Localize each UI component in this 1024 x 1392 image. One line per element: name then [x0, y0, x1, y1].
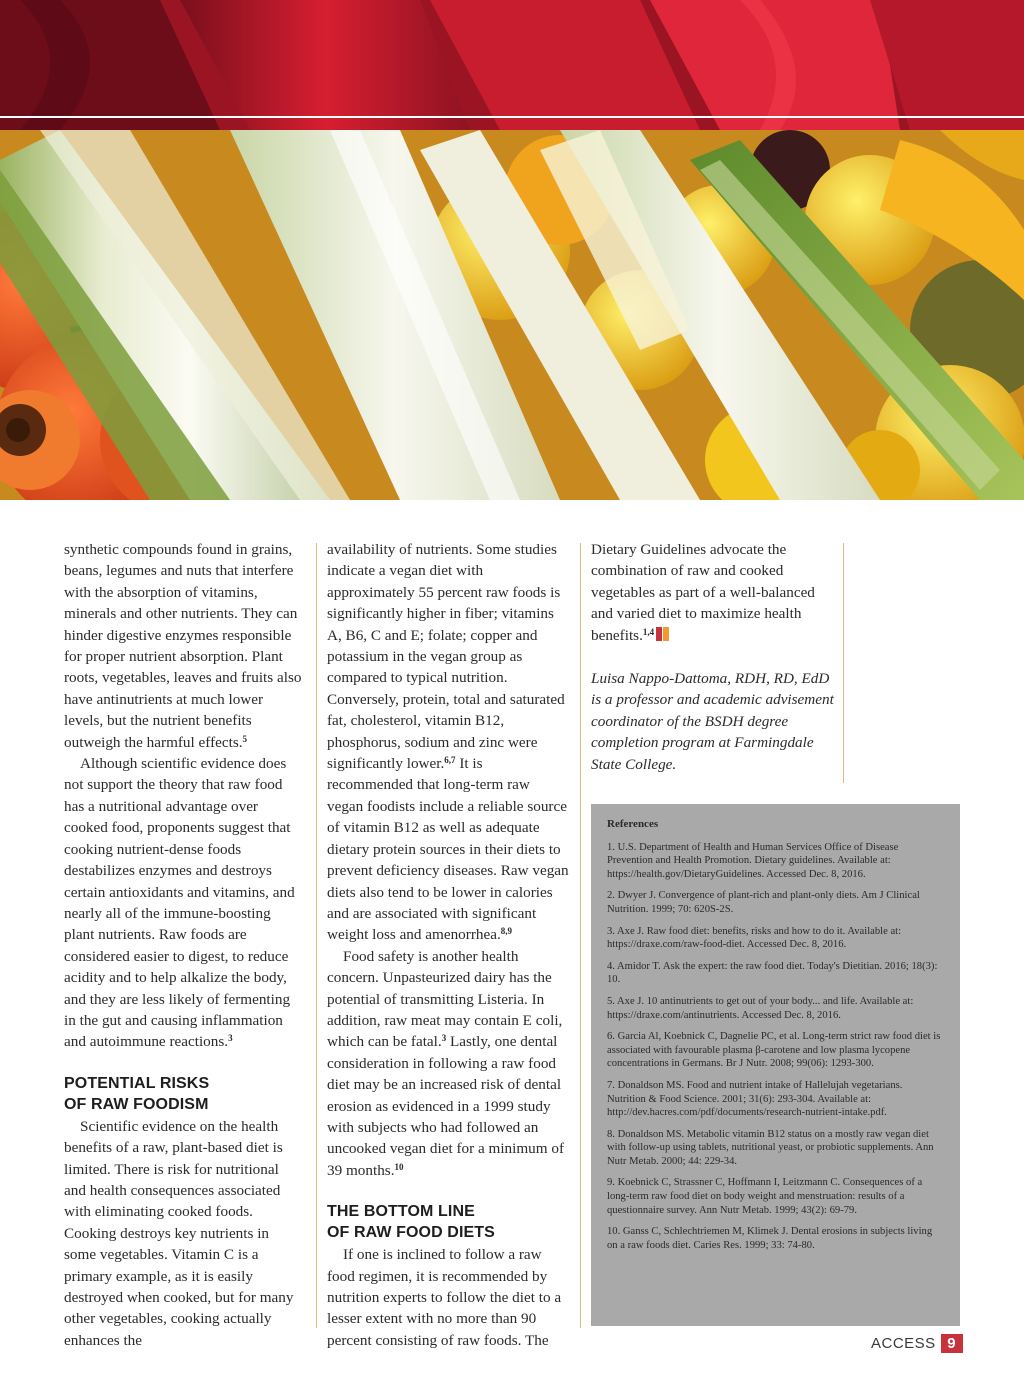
column-rule	[316, 543, 317, 1328]
section-heading: POTENTIAL RISKS OF RAW FOODISM	[64, 1074, 210, 1113]
page-number: 9	[941, 1334, 963, 1353]
citation: 6,7	[444, 755, 456, 766]
citation: 3	[228, 1033, 233, 1044]
citation: 8,9	[500, 926, 513, 937]
citation: 5	[242, 733, 248, 744]
body-paragraph: availability of nutrients. Some studies indicate a vegan diet with approximately 55 percent raw foods is significantly higher in fiber; vitamins A, B6, C and E; folate; copper and potassium in the vegan group as compared to typical nutrition. Conversely, protein, total and saturated fat, cholesterol, vitamin B12, phosphorus, sodium and zinc were significantly lower.$^{6,7}$ It is recommended that long-term raw vegan foodists include a reliable source of vitamin B12 as well as adequate dietary protein sources in their diets to prevent deficiency diseases. Raw vegan diets also tend to be lower in calories and are associated with significant weight loss and amenorrhea.$^{8,9}$	[327, 541, 569, 944]
reference-item: 9. Koebnick C, Strassner C, Hoffmann I, Leitzmann C. Consequences of a long-term raw food diet on body weight and menstruation: results of a questionnaire survey. Ann Nutr Metab. 1999; 43(2): 69-79.	[607, 1177, 923, 1216]
vegetables-illustration	[0, 0, 1024, 500]
body-paragraph: Scientific evidence on the health benefits of a raw, plant-based diet is limited. There is risk for nutritional and health consequences associated with eliminating cooked foods. Cooking destroys key nutrients in some vegetables. Vitamin C is a primary example, as it is easily destroyed when cooked, but for many other vegetables, cooking actually enhances the	[64, 1117, 294, 1349]
body-paragraph: Food safety is another health concern. Unpasteurized dairy has the potential of transmitting Listeria. In addition, raw meat may contain E coli, which can be fatal.$^3$ Lastly, one dental consideration in following a raw food diet may be an increased risk of dental erosion as evidenced in a 1999 study with subjects who had followed an uncooked vegan diet for a minimum of 39 months.$^{10}$	[327, 947, 565, 1179]
reference-item: 4. Amidor T. Ask the expert: the raw food diet. Today's Dietitian. 2016; 18(3): 10.	[607, 960, 938, 986]
section-heading: THE BOTTOM LINE OF RAW FOOD DIETS	[327, 1203, 495, 1242]
magazine-name: ACCESS	[871, 1334, 936, 1352]
reference-item: 7. Donaldson MS. Food and nutrient intake of Hallelujah vegetarians. Nutrition & Food Science. 2001; 31(6): 293-304. Available at: http://dev.hacres.com/pdf/documents/research-nutrient-intake.pdf.	[607, 1079, 903, 1119]
column-rule	[580, 543, 581, 1328]
hero-photo	[0, 0, 1024, 500]
reference-item: 6. Garcia Al, Koebnick C, Dagnelie PC, et al. Long-term strict raw food diet is associated with favourable plasma β-carotene and low plasma lycopene concentrations in Germans. Br J Nutr. 2008; 99(06): 1293-300.	[607, 1031, 941, 1070]
reference-item: 2. Dwyer J. Convergence of plant-rich and plant-only diets. Am J Clinical Nutrition. 1999; 70: 620S-2S.	[607, 890, 920, 915]
citation: 1,4	[642, 626, 655, 637]
reference-item: 5. Axe J. 10 antinutrients to get out of your body... and life. Available at: https://draxe.com/antinutrients. Accessed Dec. 8, 2016.	[607, 995, 914, 1021]
reference-item: 1. U.S. Department of Health and Human Services Office of Disease Prevention and Health Promotion. Dietary guidelines. Available at: https://health.gov/DietaryGuidelines. Accessed Dec. 8, 2016.	[607, 841, 899, 880]
references-box	[591, 804, 960, 1326]
citation: 10	[394, 1161, 404, 1172]
body-paragraph: If one is inclined to follow a raw food regimen, it is recommended by nutrition experts to follow the diet to a lesser extent with no more than 90 percent consisting of raw foods. The	[327, 1246, 562, 1349]
column-rule	[843, 543, 844, 783]
end-of-article-icon	[656, 626, 669, 640]
body-paragraph: synthetic compounds found in grains, beans, legumes and nuts that interfere with the absorption of vitamins, minerals and other nutrients. They can hinder digestive enzymes responsible for proper nutrient absorption. Plant roots, vegetables, leaves and fruits also have antinutrients at much lower levels, but the nutrient benefits outweigh the harmful effects.$^5$	[64, 541, 302, 751]
article-column-3	[591, 539, 837, 775]
author-bio: Luisa Nappo-Dattoma, RDH, RD, EdD is a professor and academic advisement coordinator of the BSDH degree completion program at Farmingdale State College.	[591, 670, 834, 773]
citation: 3	[441, 1033, 447, 1044]
page-footer	[871, 1333, 963, 1353]
reference-item: 8. Donaldson MS. Metabolic vitamin B12 status on a mostly raw vegan diet with follow-up using tablets, nutritional yeast, or probiotic supplements. Ann Nutr Metab. 2000; 44: 229-34.	[607, 1128, 934, 1167]
article-column-1	[64, 539, 304, 1351]
references-list	[607, 841, 942, 1253]
article-column-2	[327, 539, 569, 1351]
reference-item: 10. Ganss C, Schlechtriemen M, Klimek J. Dental erosions in subjects living on a raw foods diet. Caries Res. 1999; 33: 74-80.	[607, 1226, 933, 1251]
reference-item: 3. Axe J. Raw food diet: benefits, risks and how to do it. Available at: https://draxe.com/raw-food-diet. Accessed Dec. 8, 2016.	[607, 925, 902, 951]
body-paragraph: Although scientific evidence does not support the theory that raw food has a nutritional advantage over cooked food, proponents suggest that cooking nutrient-dense foods destabilizes enzymes and destroys certain antioxidants and vitamins, and nearly all of the immune-boosting plant nutrients. Raw foods are considered easier to digest, to reduce acidity and to help alkalize the body, and they are less likely of fermenting in the gut and causing inflammation and autoimmune reactions.$^3$	[64, 755, 295, 1051]
body-paragraph: Dietary Guidelines advocate the combination of raw and cooked vegetables as part of a well-balanced and varied diet to maximize health benefits.$^{1,4}$	[591, 541, 815, 644]
references-title: References	[607, 818, 659, 830]
